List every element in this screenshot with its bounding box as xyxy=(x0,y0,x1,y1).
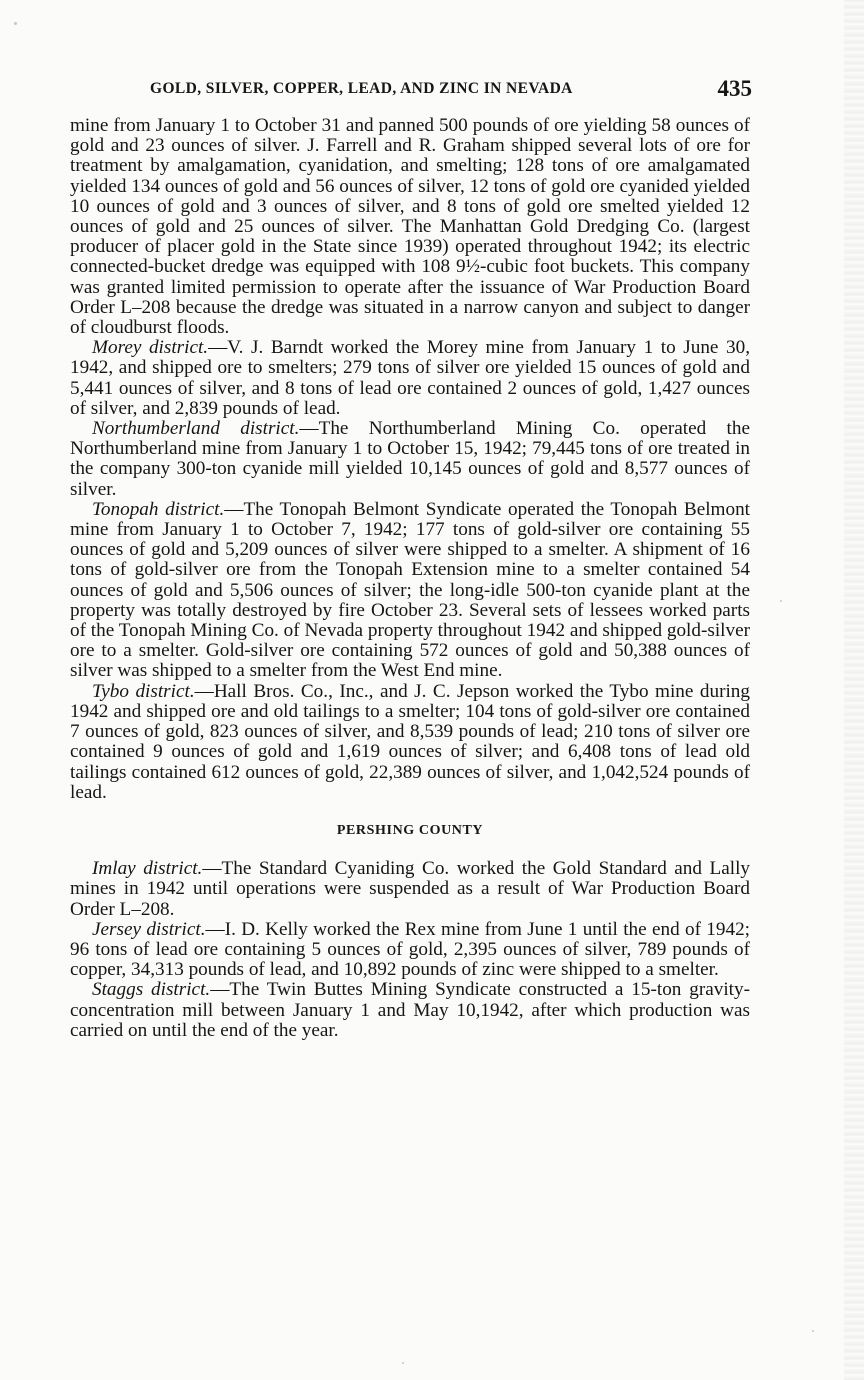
scan-speck xyxy=(780,600,782,602)
paragraph-label: Tonopah district. xyxy=(92,498,225,520)
paragraph-label: Staggs district. xyxy=(92,979,211,1001)
section-heading: PERSHING COUNTY xyxy=(336,822,484,838)
paragraph-text: —The Twin Buttes Mining Syndicate constructed a 15-ton gravity-concentration mill between January 1 and May 10,1942, after which production was carried on until the end of the year. xyxy=(70,979,750,1041)
paragraph-label: Northumberland district. xyxy=(92,418,300,440)
paragraph-text: —The Northumberland Mining Co. operated the Northumberland mine from January 1 to October 15, 1942; 79,445 tons of ore treated in the company 300-ton cyanide mill yielded 10,145 ounces of gold and 8,577 ounces of silver. xyxy=(70,418,750,500)
paragraph-text: —I. D. Kelly worked the Rex mine from June 1 until the end of 1942; 96 tons of lead ore containing 5 ounces of gold, 2,395 ounces of silver, 789 pounds of copper, 34,313 pounds of lead, and 10,892 pounds of zinc were shipped to a smelter. xyxy=(70,918,750,981)
paragraph-label: Jersey district. xyxy=(92,918,206,940)
paragraph-tybo-district xyxy=(70,682,750,803)
paragraph-text: —The Tonopah Belmont Syndicate operated the Tonopah Belmont mine from January 1 to October 7, 1942; 177 tons of gold-silver ore containing 55 ounces of gold and 5,209 ounces of silver were shipped to a smelter. A shipment of 16 tons of gold-silver ore from the Tonopah Extension mine to a smelter contained 54 ounces of gold and 5,506 ounces of silver; the long-idle 500-ton cyanide plant at the property was totally destroyed by fire October 23. Several sets of lessees worked parts of the Tonopah Mining Co. of Nevada property throughout 1942 and shipped gold-silver ore to a smelter. Gold-silver ore containing 572 ounces of gold and 50,388 ounces of silver was shipped to a smelter from the West End mine. xyxy=(70,498,750,682)
paragraph-morey-district xyxy=(70,338,750,419)
scan-speck xyxy=(812,1330,814,1332)
paragraph-text: —V. J. Barndt worked the Morey mine from January 1 to June 30, 1942, and shipped ore to smelters; 279 tons of silver ore yielded 15 ounces of gold and 5,441 ounces of silver, and 8 tons of lead ore contained 2 ounces of gold, 1,427 ounces of silver, and 2,839 pounds of lead. xyxy=(70,337,751,419)
paragraph-text: —The Standard Cyaniding Co. worked the Gold Standard and Lally mines in 1942 until operations were suspended as a result of War Production Board Order L–208. xyxy=(70,858,750,920)
paragraph-label: Tybo district. xyxy=(92,680,195,702)
paragraph-label: Morey district. xyxy=(92,337,209,359)
running-head xyxy=(70,76,752,104)
body-text xyxy=(70,116,750,1041)
paragraph-label: Imlay district. xyxy=(92,858,203,880)
paragraph-text: —Hall Bros. Co., Inc., and J. C. Jepson worked the Tybo mine during 1942 and shipped ore and old tailings to a smelter; 104 tons of gold-silver ore contained 7 ounces of gold, 823 ounces of silver, and 8,539 pounds of lead; 210 tons of silver ore contained 9 ounces of gold and 1,619 ounces of silver; and 6,408 tons of lead old tailings contained 612 ounces of gold, 22,389 ounces of silver, and 1,042,524 pounds of lead. xyxy=(70,680,750,803)
paragraph-northumberland-district xyxy=(70,419,750,500)
paragraph-jersey-district xyxy=(70,920,750,981)
page-number: 435 xyxy=(717,76,752,101)
paragraph-staggs-district xyxy=(70,980,750,1041)
scan-speck xyxy=(14,22,17,25)
scan-speck xyxy=(402,1362,404,1364)
paragraph-continuation xyxy=(70,116,750,338)
paragraph-text: mine from January 1 to October 31 and panned 500 pounds of ore yielding 58 ounces of gold and 23 ounces of silver. J. Farrell and R. Graham shipped several lots of ore for treatment by amalgamation, cyanidation, and smelting; 128 tons of ore amalgamated yielded 134 ounces of gold and 56 ounces of silver, 12 tons of gold ore cyanided yielded 10 ounces of gold and 3 ounces of silver, and 8 tons of gold ore smelted yielded 12 ounces of gold and 25 ounces of silver. The Manhattan Gold Dredging Co. (largest producer of placer gold in the State since 1939) operated throughout 1942; its electric connected-bucket dredge was equipped with 108 9½-cubic foot buckets. This company was granted limited permission to operate after the issuance of War Production Board Order L–208 because the dredge was situated in a narrow canyon and subject to danger of cloudburst floods. xyxy=(70,115,750,339)
scan-edge-noise xyxy=(844,0,864,1380)
running-title: GOLD, SILVER, COPPER, LEAD, AND ZINC IN NEVADA xyxy=(150,80,573,97)
paragraph-tonopah-district xyxy=(70,500,750,682)
paragraph-imlay-district xyxy=(70,859,750,920)
